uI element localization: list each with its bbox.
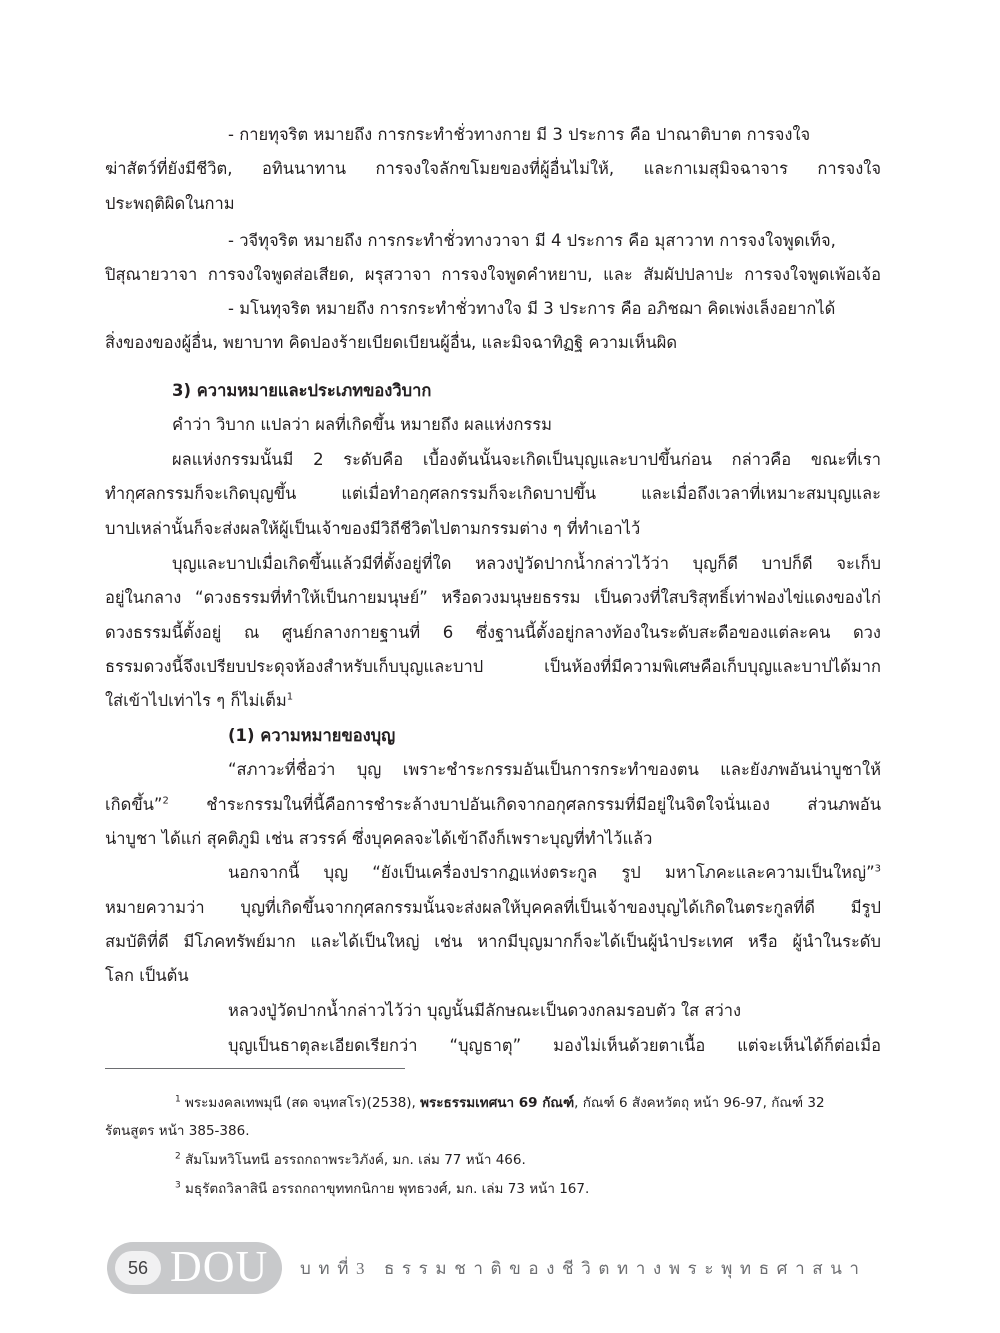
line-text: ใส่เข้าไปเท่าไร ๆ ก็ไม่เต็ม bbox=[105, 691, 287, 710]
footnote-text: มธุรัตถวิลาสินี อรรถกถาขุททกนิกาย พุทธวงศ์, มก. เล่ม 73 หน้า 167. bbox=[180, 1181, 590, 1197]
footnote-book-title: พระธรรมเทศนา 69 กัณฑ์ bbox=[420, 1095, 575, 1111]
subsection-heading: (1) ความหมายของบุญ bbox=[228, 726, 396, 745]
paragraph-line: อยู่ในกลาง “ดวงธรรมที่ทำให้เป็นกายมนุษย์” หรือดวงมนุษยธรรม เป็นดวงที่ใสบริสุทธิ์เท่าฟองไข่แดงของไก่ bbox=[105, 588, 881, 607]
footnote-divider bbox=[105, 1068, 405, 1069]
footnote-number: 1 bbox=[175, 1094, 181, 1105]
footnote-number: 2 bbox=[175, 1151, 181, 1162]
page-number: 56 bbox=[127, 1258, 149, 1278]
footnote-ref: 2 bbox=[162, 795, 169, 807]
paragraph-line: ประพฤติผิดในกาม bbox=[105, 194, 235, 213]
paragraph-line: ฆ่าสัตว์ที่ยังมีชีวิต, อทินนาทาน การจงใจลักขโมยของที่ผู้อื่นไม่ให้, และกาเมสุมิจฉาจาร การจงใจ bbox=[105, 159, 881, 178]
paragraph-line bbox=[228, 861, 881, 885]
footnote-2 bbox=[175, 1150, 526, 1170]
line-text: เกิดขึ้น” bbox=[105, 795, 163, 814]
chapter-title: บทที่3 ธรรมชาติของชีวิตทางพระพุทธศาสนา bbox=[300, 1259, 867, 1278]
line-text: ชำระกรรมในที่นี้คือการชำระล้างบาปอันเกิดจากอกุศลกรรมที่มีอยู่ในจิตใจนั่นเอง ส่วนภพอัน bbox=[168, 795, 881, 814]
paragraph-line: โลก เป็นต้น bbox=[105, 966, 189, 985]
footnote-number: 3 bbox=[175, 1180, 181, 1191]
footnote-ref: 3 bbox=[874, 863, 881, 875]
paragraph-line: บุญเป็นธาตุละเอียดเรียกว่า “บุญธาตุ” มองไม่เห็นด้วยตาเนื้อ แต่จะเห็นได้ก็ต่อเมื่อ bbox=[228, 1036, 881, 1055]
paragraph-line: ผลแห่งกรรมนั้นมี 2 ระดับคือ เบื้องต้นนั้นจะเกิดเป็นบุญและบาปขึ้นก่อน กล่าวคือ ขณะที่เรา bbox=[172, 450, 881, 469]
footnote-text: พระมงคลเทพมุนี (สด จนฺทสโร)(2538), bbox=[180, 1095, 421, 1111]
footnote-text: , กัณฑ์ 6 สังคหวัตถุ หน้า 96-97, กัณฑ์ 32 bbox=[574, 1095, 825, 1111]
footnote-3 bbox=[175, 1179, 589, 1199]
paragraph-line: ดวงธรรมนี้ตั้งอยู่ ณ ศูนย์กลางกายฐานที่ 6 ซึ่งฐานนี้ตั้งอยู่กลางท้องในระดับสะดือของแต่ละคน ดวง bbox=[105, 623, 881, 642]
paragraph-line: บาปเหล่านั้นก็จะส่งผลให้ผู้เป็นเจ้าของมีวิถีชีวิตไปตามกรรมต่าง ๆ ที่ทำเอาไว้ bbox=[105, 519, 641, 538]
footnote-text: สัมโมหวิโนทนี อรรถกถาพระวิภังค์, มก. เล่ม 77 หน้า 466. bbox=[180, 1152, 526, 1168]
paragraph-line: หลวงปู่วัดปากน้ำกล่าวไว้ว่า บุญนั้นมีลักษณะเป็นดวงกลมรอบตัว ใส สว่าง bbox=[228, 1001, 742, 1020]
paragraph-line: สมบัติที่ดี มีโภคทรัพย์มาก และได้เป็นใหญ่ เช่น หากมีบุญมากก็จะได้เป็นผู้นำประเทศ หรือ ผู้นำในระดับ bbox=[105, 932, 881, 951]
footnote-ref: 1 bbox=[286, 691, 294, 703]
footnote-1-continued: รัตนสูตร หน้า 385-386. bbox=[105, 1123, 250, 1139]
paragraph-line bbox=[105, 793, 881, 817]
paragraph-line: - มโนทุจริต หมายถึง การกระทำชั่วทางใจ มี 3 ประการ คือ อภิชฌา คิดเพ่งเล็งอยากได้ bbox=[228, 299, 836, 318]
section-heading: 3) ความหมายและประเภทของวิบาก bbox=[172, 381, 432, 400]
paragraph-line: บุญและบาปเมื่อเกิดขึ้นแล้วมีที่ตั้งอยู่ที่ใด หลวงปู่วัดปากน้ำกล่าวไว้ว่า บุญก็ดี บาปก็ดี จะเก็บ bbox=[172, 554, 881, 573]
paragraph-line: หมายความว่า บุญที่เกิดขึ้นจากกุศลกรรมนั้นจะส่งผลให้บุคคลที่เป็นเจ้าของบุญได้เกิดในตระกูลที่ดี มีรูป bbox=[105, 898, 881, 917]
paragraph-line: - กายทุจริต หมายถึง การกระทำชั่วทางกาย มี 3 ประการ คือ ปาณาติบาต การจงใจ bbox=[228, 125, 811, 144]
paragraph-line: ปิสุณายวาจา การจงใจพูดส่อเสียด, ผรุสวาจา การจงใจพูดคำหยาบ, และ สัมผัปปลาปะ การจงใจพูดเพ้อเจ้อ bbox=[105, 265, 881, 284]
paragraph-line: น่าบูชา ได้แก่ สุคติภูมิ เช่น สวรรค์ ซึ่งบุคคลจะได้เข้าถึงก็เพราะบุญที่ทำไว้แล้ว bbox=[105, 829, 653, 848]
footnote-1 bbox=[175, 1093, 825, 1113]
paragraph-line: คำว่า วิบาก แปลว่า ผลที่เกิดขึ้น หมายถึง ผลแห่งกรรม bbox=[172, 415, 553, 434]
paragraph-line bbox=[105, 689, 293, 713]
paragraph-line: ทำกุศลกรรมก็จะเกิดบุญขึ้น แต่เมื่อทำอกุศลกรรมก็จะเกิดบาปขึ้น และเมื่อถึงเวลาที่เหมาะสมบุญและ bbox=[105, 484, 881, 503]
brand-logo: DOU bbox=[170, 1242, 269, 1291]
paragraph-line: “สภาวะที่ชื่อว่า บุญ เพราะชำระกรรมอันเป็นการกระทำของตน และยังภพอันน่าบูชาให้ bbox=[228, 760, 881, 779]
paragraph-line: - วจีทุจริต หมายถึง การกระทำชั่วทางวาจา มี 4 ประการ คือ มุสาวาท การจงใจพูดเท็จ, bbox=[228, 231, 836, 250]
paragraph-line: สิ่งของของผู้อื่น, พยาบาท คิดปองร้ายเบียดเบียนผู้อื่น, และมิจฉาทิฏฐิ ความเห็นผิด bbox=[105, 333, 678, 352]
paragraph-line: ธรรมดวงนี้จึงเปรียบประดุจห้องสำหรับเก็บบุญและบาป เป็นห้องที่มีความพิเศษคือเก็บบุญและบาปได้มาก bbox=[105, 657, 881, 676]
line-text: นอกจากนี้ บุญ “ยังเป็นเครื่องปรากฏแห่งตระกูล รูป มหาโภคะและความเป็นใหญ่” bbox=[228, 863, 875, 882]
